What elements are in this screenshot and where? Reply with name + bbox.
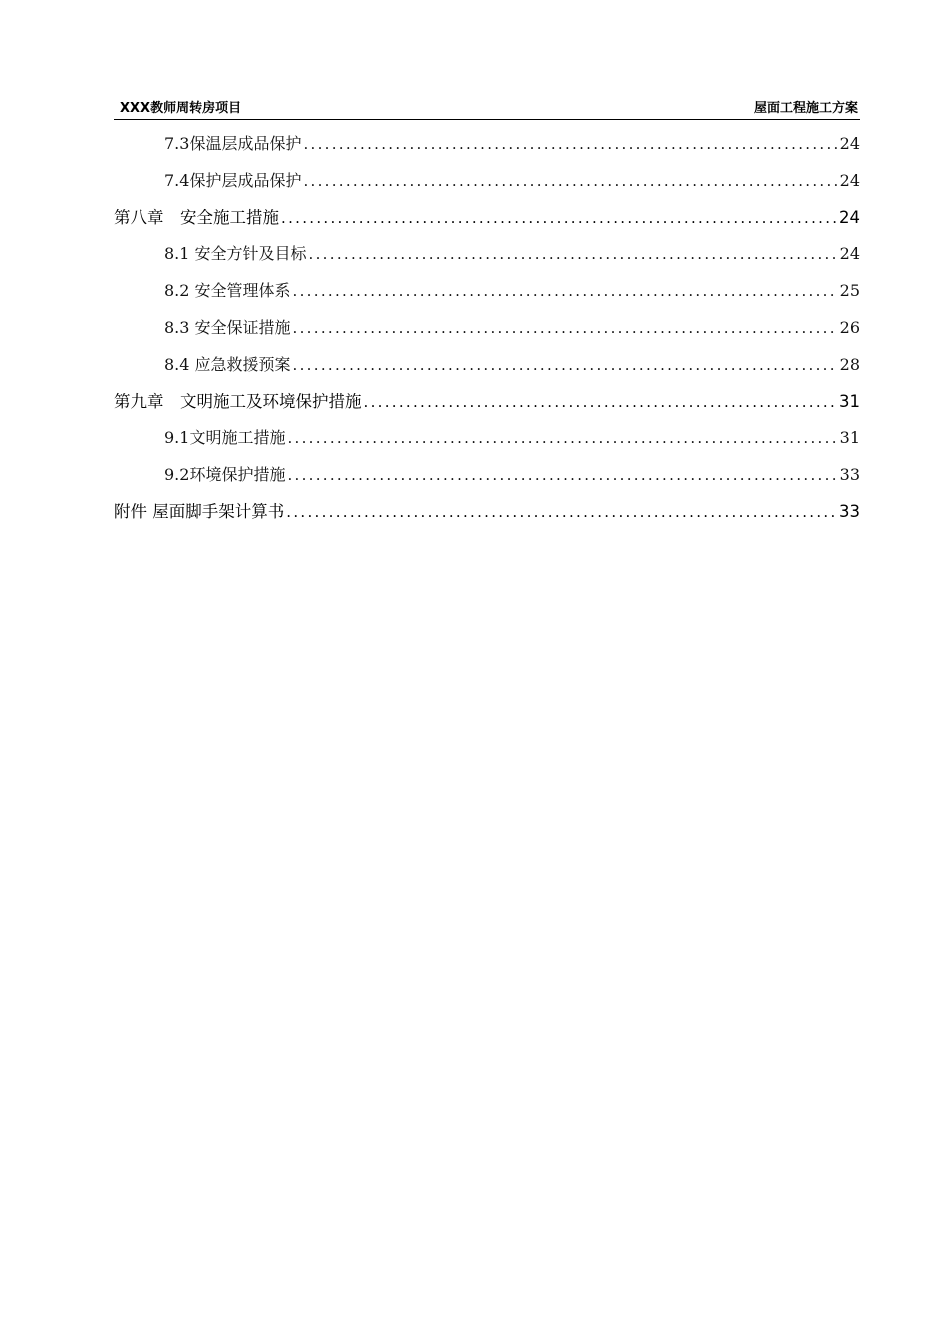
toc-entry-title: 8.3 安全保证措施: [164, 317, 291, 337]
toc-dot-leader: [286, 494, 836, 531]
toc-entry-title: 9.2环境保护措施: [164, 465, 286, 485]
header-project-name: XXX教师周转房项目: [120, 101, 242, 116]
toc-entry-page: 25: [839, 281, 860, 301]
toc-entry-page: 24: [839, 244, 860, 264]
toc-entry-chapter-9[interactable]: [114, 384, 860, 421]
toc-entry-page: 26: [839, 317, 860, 337]
toc-entry-title: 9.1文明施工措施: [164, 428, 286, 448]
toc-entry-page: 24: [839, 134, 860, 153]
toc-entry-title: 8.4 应急救援预案: [164, 354, 291, 374]
toc-entry-8-2[interactable]: [114, 273, 860, 310]
toc-entry-title: 7.4保护层成品保护: [164, 170, 302, 190]
toc-dot-leader: [303, 126, 836, 163]
toc-entry-page: 31: [839, 391, 860, 411]
toc-entry-9-2[interactable]: [114, 457, 860, 494]
toc-dot-leader: [293, 310, 837, 347]
toc-entry-8-1[interactable]: [114, 236, 860, 273]
toc-entry-title: 8.1 安全方针及目标: [164, 244, 307, 264]
page-header: [114, 100, 860, 120]
toc-dot-leader: [287, 420, 836, 457]
header-document-title: 屋面工程施工方案: [753, 101, 858, 116]
toc-entry-8-4[interactable]: [114, 347, 860, 384]
toc-dot-leader: [364, 384, 837, 421]
toc-entry-title: 第八章 安全施工措施: [114, 207, 279, 227]
toc-dot-leader: [281, 200, 836, 237]
toc-entry-page: 24: [839, 170, 860, 190]
toc-entry-page: 24: [839, 207, 860, 227]
toc-entry-7-4[interactable]: [114, 163, 860, 200]
toc-dot-leader: [309, 236, 837, 273]
toc-dot-leader: [287, 457, 836, 494]
toc-entry-page: 33: [839, 465, 860, 485]
toc-entry-7-3[interactable]: [114, 126, 860, 163]
toc-entry-title: 7.3保温层成品保护: [164, 134, 302, 153]
table-of-contents: [114, 126, 860, 531]
toc-entry-8-3[interactable]: [114, 310, 860, 347]
toc-entry-title: 8.2 安全管理体系: [164, 281, 291, 301]
toc-dot-leader: [293, 273, 837, 310]
toc-entry-title: 第九章 文明施工及环境保护措施: [114, 391, 362, 411]
toc-entry-9-1[interactable]: [114, 420, 860, 457]
toc-dot-leader: [303, 163, 836, 200]
toc-entry-page: 31: [839, 428, 860, 448]
toc-entry-appendix[interactable]: [114, 494, 860, 531]
toc-dot-leader: [293, 347, 837, 384]
toc-entry-chapter-8[interactable]: [114, 200, 860, 237]
toc-entry-page: 33: [839, 501, 860, 521]
toc-entry-page: 28: [839, 354, 860, 374]
toc-entry-title: 附件 屋面脚手架计算书: [114, 501, 285, 521]
